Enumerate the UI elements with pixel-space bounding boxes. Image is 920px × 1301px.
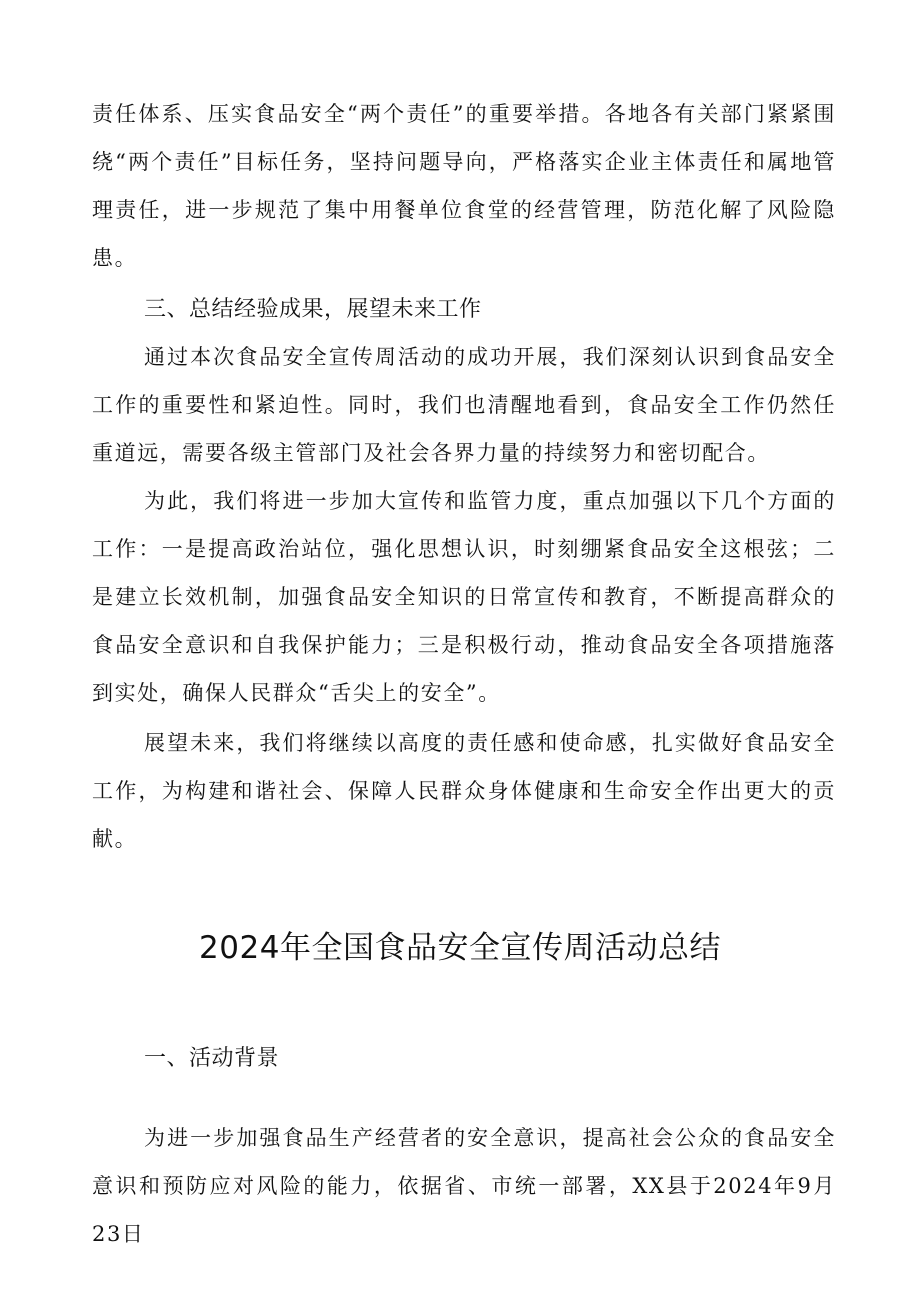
section-3-paragraph-2: 为此，我们将进一步加大宣传和监管力度，重点加强以下几个方面的工作：一是提高政治站位，强化思想认识，时刻绷紧食品安全这根弦；二是建立长效机制，加强食品安全知识的日常宣传和教育，不断提高群众的食品安全意识和自我保护能力；三是积极行动，推动食品安全各项措施落到实处，确保人民群众“舌尖上的安全”。 bbox=[92, 489, 836, 705]
section-1-heading: 一、活动背景 bbox=[144, 1046, 280, 1071]
document-title: 2024年全国食品安全宣传周活动总结 bbox=[199, 930, 721, 966]
section-3-heading: 三、总结经验成果，展望未来工作 bbox=[144, 297, 482, 322]
section-1-paragraph: 为进一步加强食品生产经营者的安全意识，提高社会公众的食品安全意识和预防应对风险的能力，依据省、市统一部署，XX县于2024年9月23日 bbox=[92, 1126, 836, 1246]
section-3-paragraph-1: 通过本次食品安全宣传周活动的成功开展，我们深刻认识到食品安全工作的重要性和紧迫性。同时，我们也清醒地看到，食品安全工作仍然任重道远，需要各级主管部门及社会各界力量的持续努力和密切配合。 bbox=[92, 345, 836, 465]
section-3-paragraph-3: 展望未来，我们将继续以高度的责任感和使命感，扎实做好食品安全工作，为构建和谐社会、保障人民群众身体健康和生命安全作出更大的贡献。 bbox=[92, 731, 836, 851]
continuation-paragraph: 责任体系、压实食品安全“两个责任”的重要举措。各地各有关部门紧紧围绕“两个责任”目标任务，坚持问题导向，严格落实企业主体责任和属地管理责任，进一步规范了集中用餐单位食堂的经营管理，防范化解了风险隐患。 bbox=[92, 102, 836, 270]
